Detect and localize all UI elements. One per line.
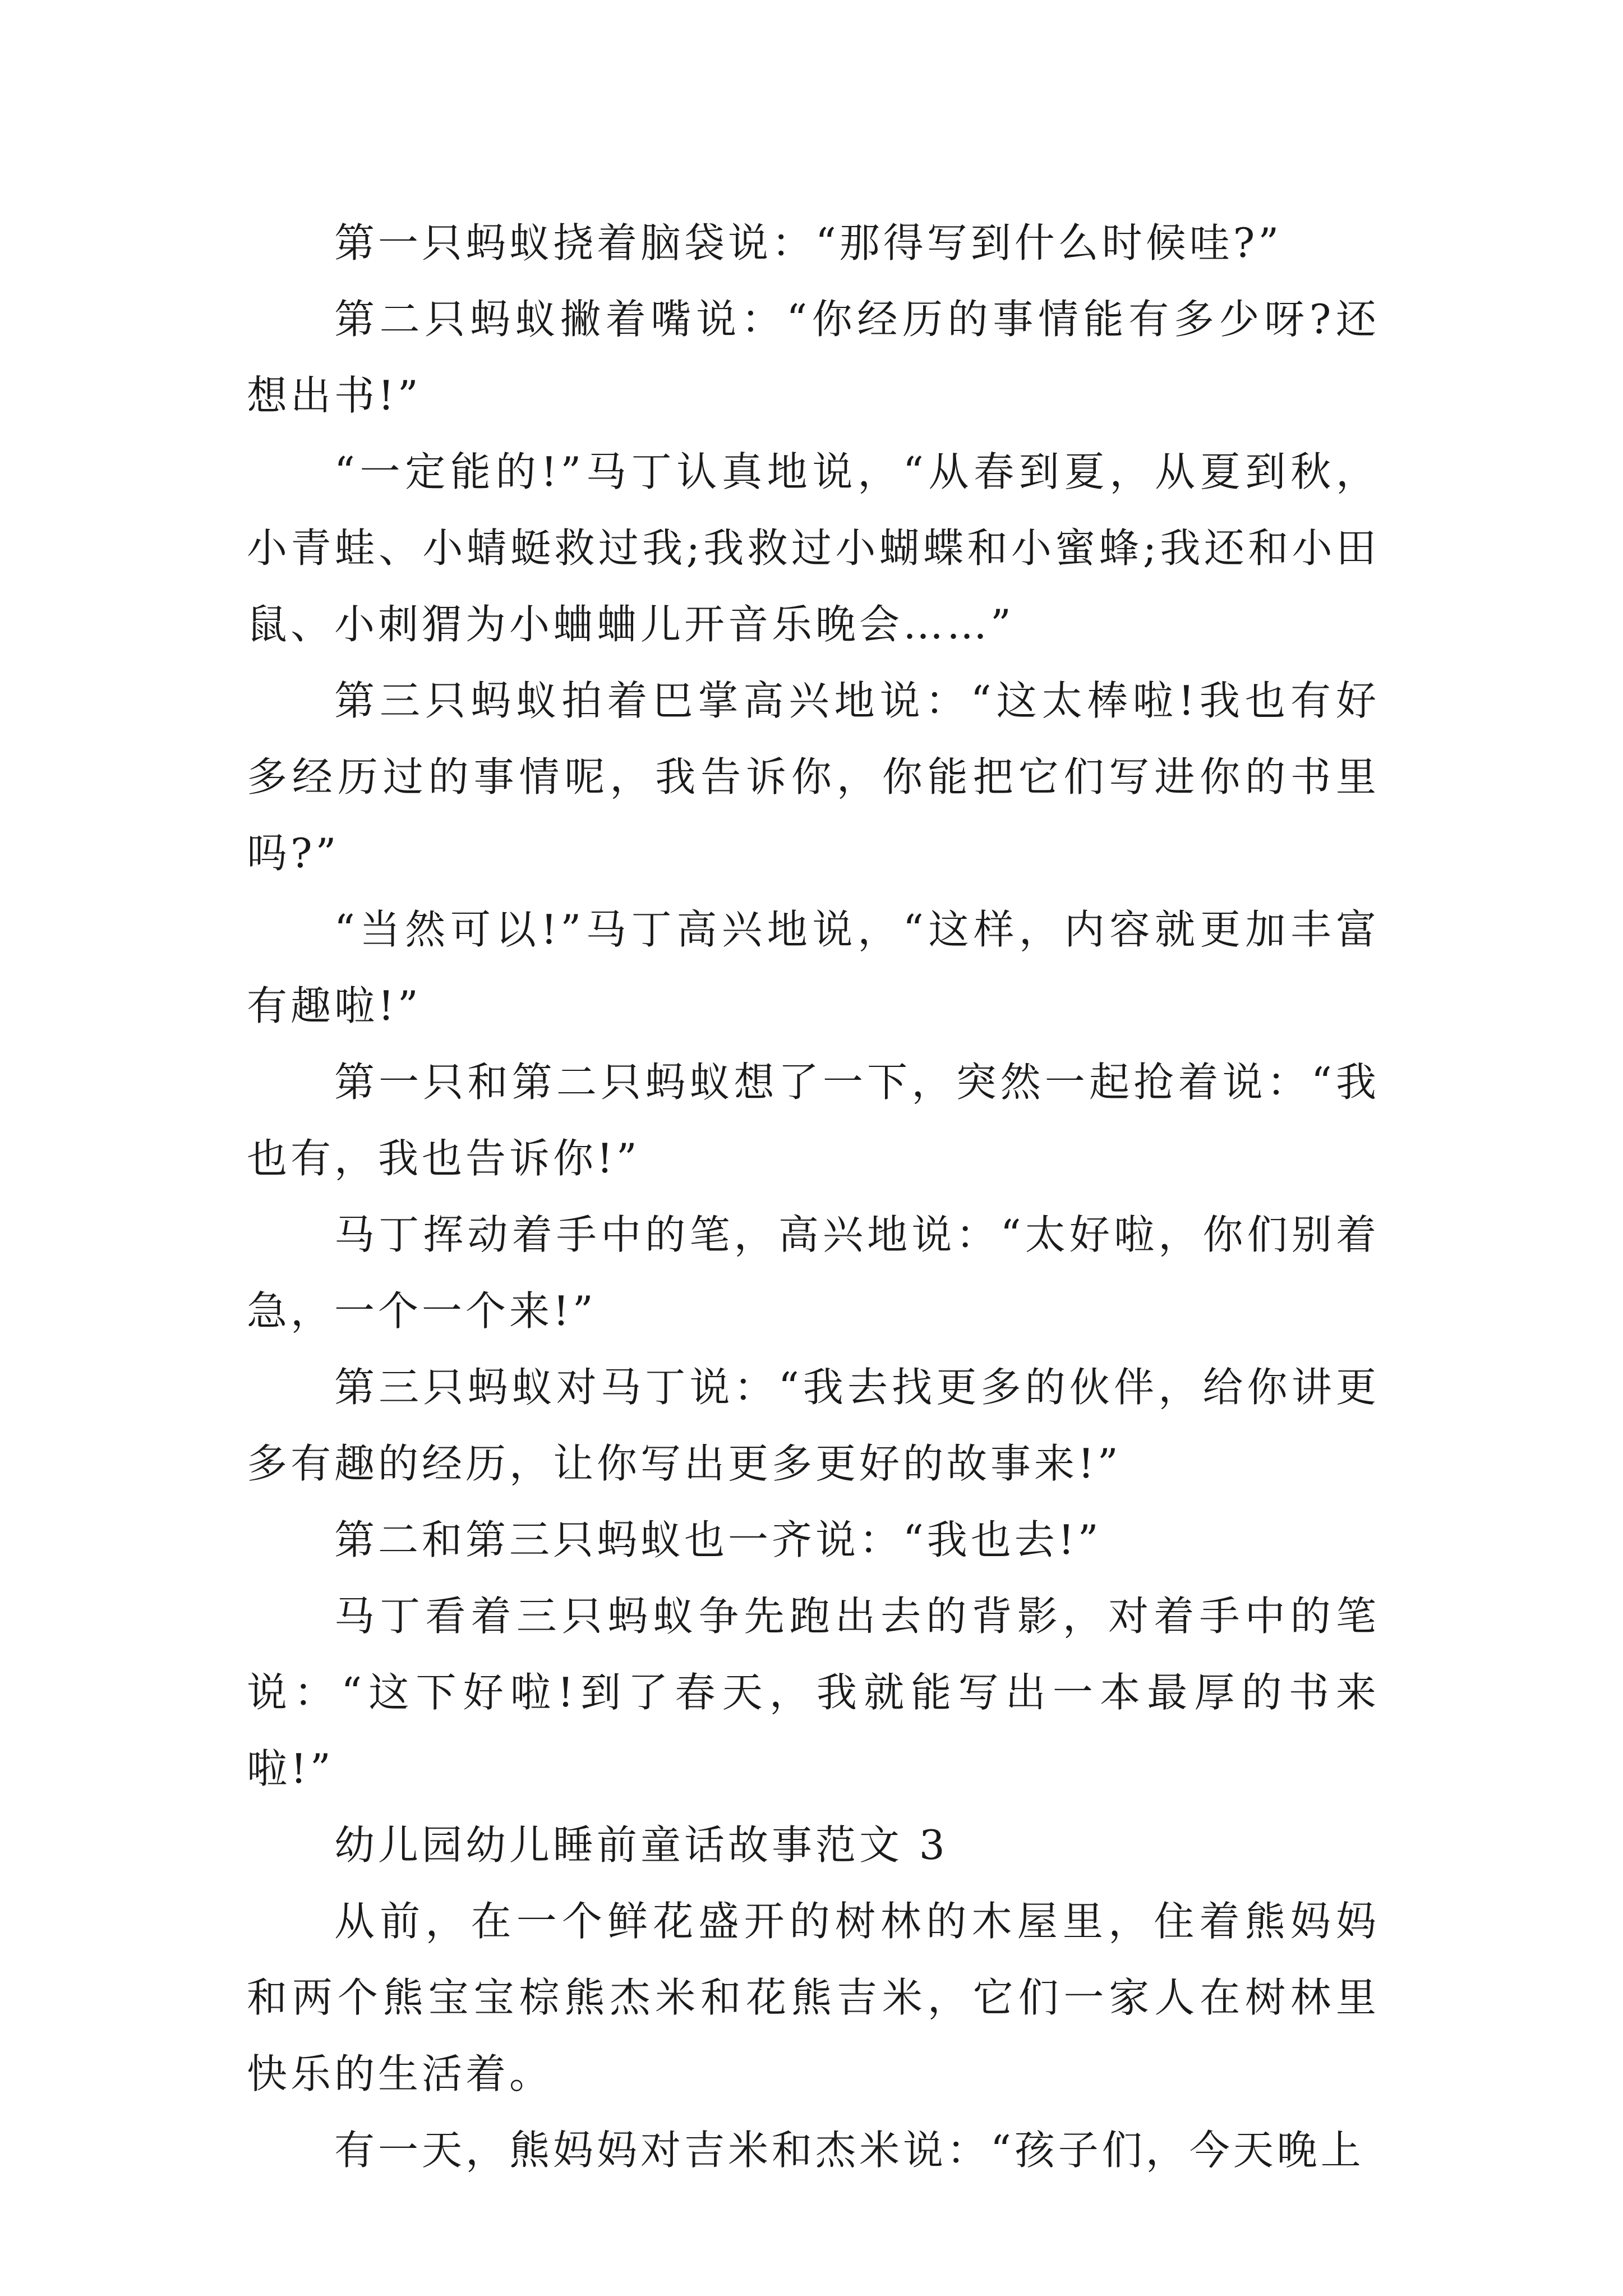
paragraph-10: 马丁看着三只蚂蚁争先跑出去的背影，对着手中的笔说：“这下好啦!到了春天，我就能写出一本最厚的书来啦!” [247, 1593, 1380, 1792]
paragraph-5: “当然可以!”马丁高兴地说，“这样，内容就更加丰富有趣啦!” [247, 906, 1380, 1029]
section-heading: 幼儿园幼儿睡前童话故事范文 3 [334, 1821, 948, 1869]
paragraph-11: 从前，在一个鲜花盛开的树林的木屋里，住着熊妈妈和两个熊宝宝棕熊杰米和花熊吉米，它们一家人在树林里快乐的生活着。 [247, 1898, 1380, 2097]
paragraph-12: 有一天，熊妈妈对吉米和杰米说：“孩子们，今天晚上 [334, 2127, 1364, 2174]
paragraph-7: 马丁挥动着手中的笔，高兴地说：“太好啦，你们别着急，一个一个来!” [247, 1211, 1380, 1335]
document-body [247, 205, 1380, 2188]
paragraph-6: 第一只和第二只蚂蚁想了一下，突然一起抢着说：“我也有，我也告诉你!” [247, 1059, 1380, 1182]
paragraph-1: 第一只蚂蚁挠着脑袋说：“那得写到什么时候哇?” [334, 219, 1283, 266]
paragraph-2: 第二只蚂蚁撇着嘴说：“你经历的事情能有多少呀?还想出书!” [247, 296, 1380, 419]
paragraph-9: 第二和第三只蚂蚁也一齐说：“我也去!” [334, 1516, 1102, 1563]
paragraph-8: 第三只蚂蚁对马丁说：“我去找更多的伙伴，给你讲更多有趣的经历，让你写出更多更好的故事来!” [247, 1364, 1380, 1487]
paragraph-4: 第三只蚂蚁拍着巴掌高兴地说：“这太棒啦!我也有好多经历过的事情呢，我告诉你，你能把它们写进你的书里吗?” [247, 677, 1380, 877]
paragraph-3: “一定能的!”马丁认真地说，“从春到夏，从夏到秋，小青蛙、小蜻蜓救过我;我救过小蝴蝶和小蜜蜂;我还和小田鼠、小刺猬为小蛐蛐儿开音乐晚会……” [247, 448, 1380, 648]
